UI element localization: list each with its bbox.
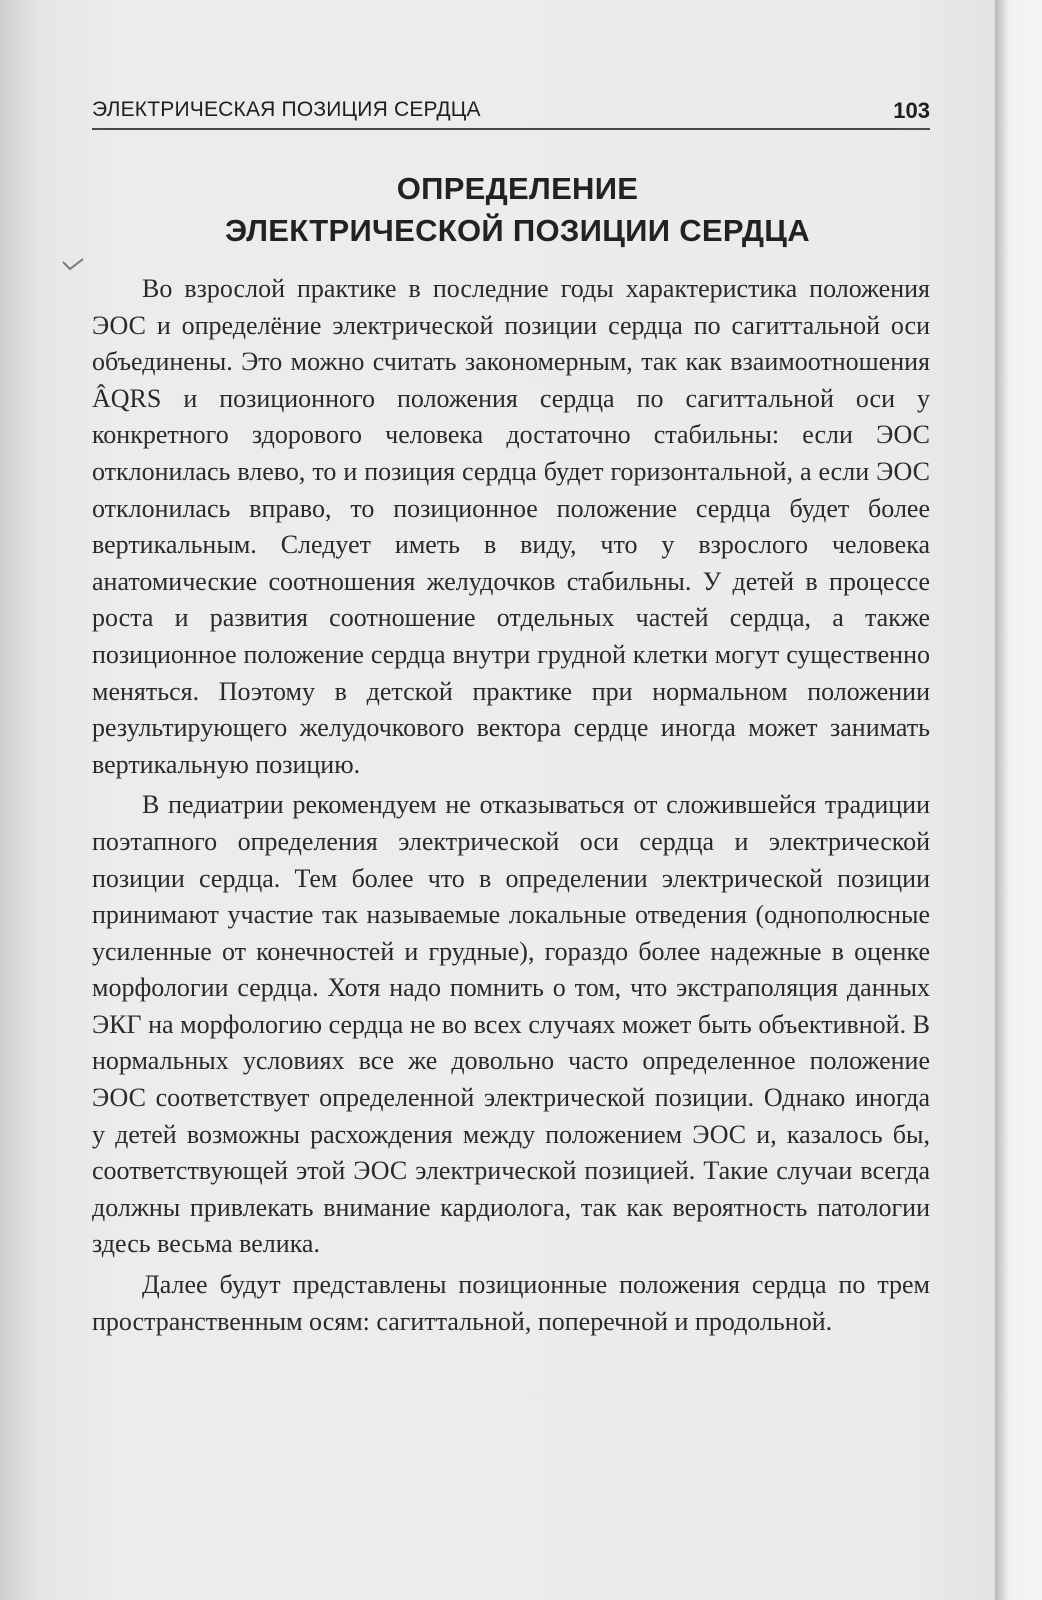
- page-number: 103: [893, 98, 930, 123]
- paragraph-2: В педиатрии рекомендуем не отказываться от сложившейся традиции поэтапного определения электрической оси сердца и электрической позиции сердца. Тем более что в определении электрической позиции принимают участие так называемые локальные отведения (однополюсные усиленные от конечностей и грудные), гораздо более надежные в оценке морфологии сердца. Хотя надо помнить о том, что экстраполяция данных ЭКГ на морфологию сердца не во всех случаях может быть объективной. В нормальных условиях все же довольно часто определенное положение ЭОС соответствует определенной электрической позиции. Однако иногда у детей возможны расхождения между положением ЭОС и, казалось бы, соответствующей этой ЭОС электрической позицией. Такие случаи всегда должны привлекать внимание кардиолога, так как вероятность патологии здесь весьма велика.: [92, 790, 930, 1259]
- section-heading-line-2: ЭЛЕКТРИЧЕСКОЙ ПОЗИЦИИ СЕРДЦА: [225, 213, 810, 248]
- pencil-tick-icon: [62, 258, 84, 272]
- book-gutter: [995, 0, 1042, 1600]
- body-text: [92, 271, 930, 1344]
- running-title: ЭЛЕКТРИЧЕСКАЯ ПОЗИЦИЯ СЕРДЦА: [92, 98, 481, 121]
- paragraph-3: Далее будут представлены позиционные положения сердца по трем пространственным осям: сагиттальной, поперечной и продольной.: [92, 1270, 930, 1336]
- header-rule: [92, 128, 930, 130]
- section-heading: [100, 168, 935, 252]
- paragraph-1: Во взрослой практике в последние годы характеристика положения ЭОС и определёние электрической позиции сердца по сагиттальной оси объединены. Это можно считать закономерным, так как взаимоотношения ÂQRS и позиционного положения сердца по сагиттальной оси у конкретного здорового человека достаточно стабильны: если ЭОС отклонилась влево, то и позиция сердца будет горизонтальной, а если ЭОС отклонилась вправо, то позиционное положение сердца будет более вертикальным. Следует иметь в виду, что у взрослого человека анатомические соотношения желудочков стабильны. У детей в процессе роста и развития соотношение отдельных частей сердца, а также позиционное положение сердца внутри грудной клетки могут существенно меняться. Поэтому в детской практике при нормальном положении результирующего желудочкового вектора сердце иногда может занимать вертикальную позицию.: [92, 274, 930, 779]
- section-heading-line-1: ОПРЕДЕЛЕНИЕ: [396, 171, 639, 206]
- running-header: [92, 98, 930, 128]
